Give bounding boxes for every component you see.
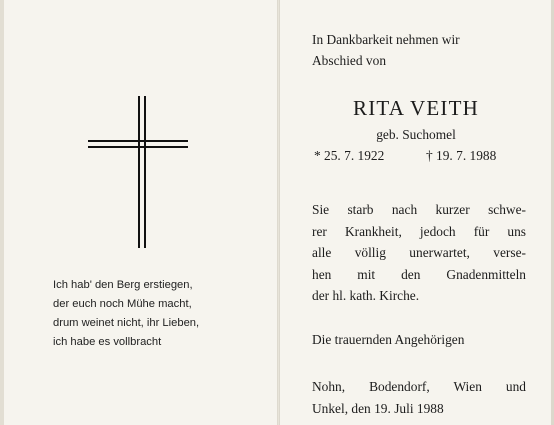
obituary-line: rer Krankheit, jedoch für uns xyxy=(312,223,526,239)
obituary-line: alle völlig unerwartet, verse- xyxy=(312,245,526,261)
cross-vertical-line xyxy=(144,96,146,248)
cross-horizontal-line xyxy=(88,146,188,148)
cross-vertical-line xyxy=(138,96,140,248)
poem xyxy=(53,276,268,352)
obituary-line: hen mit den Gnadenmitteln xyxy=(312,266,526,282)
thanks-line: In Dankbarkeit nehmen wir xyxy=(312,32,460,47)
place-line: Unkel, den 19. Juli 1988 xyxy=(312,400,444,416)
card-fold xyxy=(277,0,280,425)
death-date: † 19. 7. 1988 xyxy=(426,148,497,163)
poem-line: Ich hab' den Berg erstiegen, xyxy=(53,279,193,291)
place-line: Nohn, Bodendorf, Wien und xyxy=(312,379,526,394)
thanks-heading xyxy=(312,29,460,71)
obituary-line: Sie starb nach kurzer schwe- xyxy=(312,202,526,217)
card-left-edge xyxy=(0,0,4,425)
deceased-name: RITA VEITH xyxy=(352,96,479,120)
obituary-text xyxy=(312,199,526,307)
obituary-line: der hl. kath. Kirche. xyxy=(312,288,420,304)
place-and-date xyxy=(312,376,526,419)
cross-icon xyxy=(88,96,188,248)
poem-line: der euch noch Mühe macht, xyxy=(53,298,192,310)
cross-horizontal-line xyxy=(88,140,188,142)
poem-line: ich habe es vollbracht xyxy=(53,336,162,348)
birth-date: * 25. 7. 1922 xyxy=(314,148,385,163)
mourners-signature: Die trauernden Angehörigen xyxy=(312,332,465,347)
thanks-line: Abschied von xyxy=(312,53,387,68)
cross-center xyxy=(140,142,144,146)
maiden-name: geb. Suchomel xyxy=(376,127,456,142)
poem-line: drum weinet nicht, ihr Lieben, xyxy=(53,317,200,329)
